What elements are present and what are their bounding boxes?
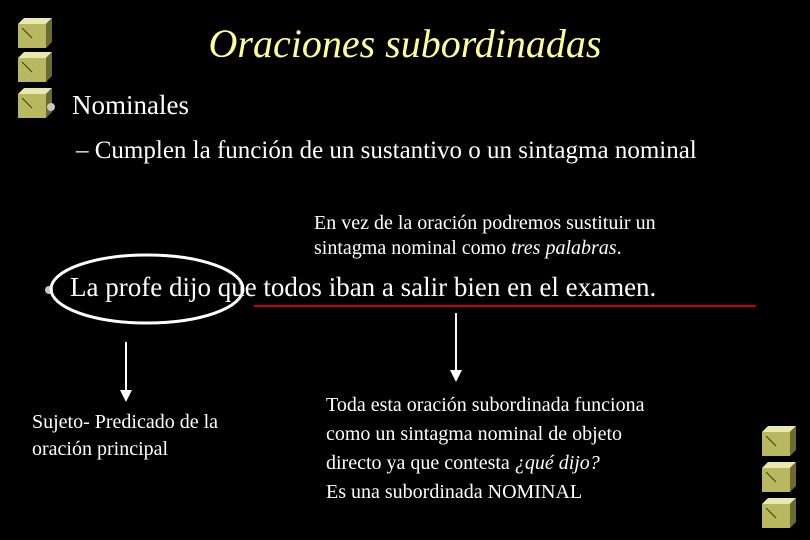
slide-title: Oraciones subordinadas [208, 21, 602, 66]
subordinate-explanation [326, 391, 645, 507]
left-note-line-1: Sujeto- Predicado de la [32, 411, 219, 433]
left-note-line-2: oración principal [32, 438, 169, 460]
note-line-2-italic: tres palabras [511, 237, 617, 259]
right-note-line-1: Toda esta oración subordinada funciona [326, 394, 645, 416]
right-note-line-3 [326, 449, 645, 478]
bullet-nominales: Nominales [72, 90, 189, 120]
subject-predicate-note [32, 409, 218, 463]
right-note-line-4: Es una subordinada NOMINAL [326, 481, 583, 503]
down-arrow-icon [450, 313, 462, 382]
right-note-line-3-italic: ¿qué dijo? [514, 452, 600, 474]
example-sentence: La profe dijo que todos iban a salir bien en el examen. [70, 272, 657, 302]
right-note-line-3-prefix: directo ya que contesta [326, 452, 515, 474]
down-arrow-icon [120, 342, 132, 402]
note-line-2-suffix: . [616, 237, 622, 259]
ellipse-highlight [51, 255, 243, 323]
note-line-2-prefix: sintagma nominal como [314, 237, 512, 259]
sub-bullet-definition: – Cumplen la función de un sustantivo o un sintagma nominal [76, 137, 697, 164]
note-line-1: En vez de la oración podremos sustituir un [314, 212, 656, 234]
right-note-line-2: como un sintagma nominal de objeto [326, 423, 623, 445]
